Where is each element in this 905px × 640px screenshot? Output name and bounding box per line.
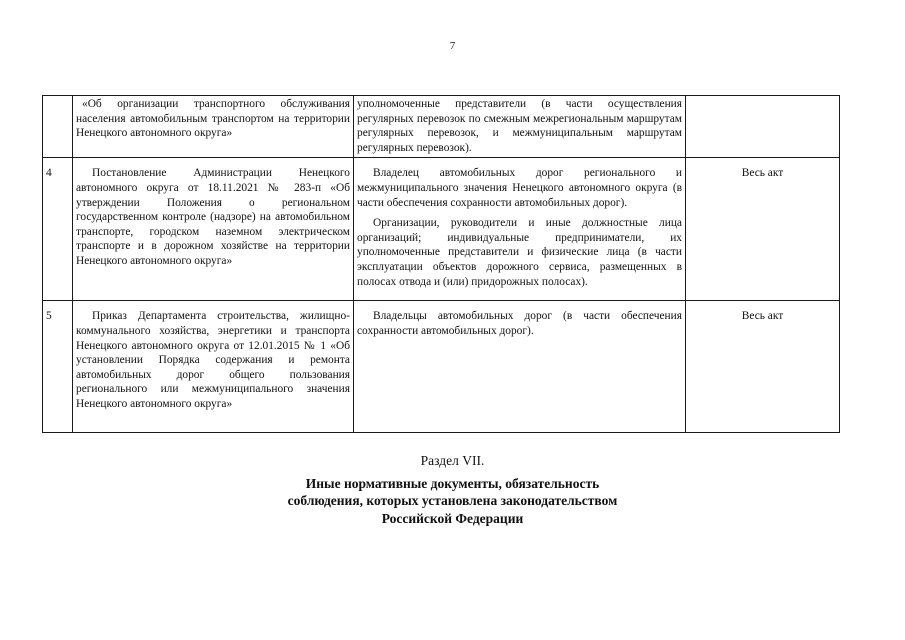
subjects-cell [354,301,686,433]
row-number-cell: 5 [43,301,73,433]
table-row [43,96,840,158]
subjects-text: Владельцы автомобильных дорог (в части обеспечения сохранности автомобильных дорог). [357,310,682,337]
regulations-table [42,95,840,433]
section-heading: Раздел VII. [420,453,485,468]
subjects-cell [354,158,686,301]
subjects-cell [354,96,686,158]
section-title-line: Российской Федерации [381,510,524,526]
act-text: Приказ Департамента строительства, жилищно-коммунального хозяйства, энергетики и транспорта Ненецкого автономного округа от 12.01.2015 № 1 «Об установлении Порядка содержания и ремонта автомобильных дорог общего пользования регионального или межмуниципального значения Ненецкого автономного округа» [76,310,350,410]
scope-cell [686,96,840,158]
subjects-text: уполномоченные представители (в части осуществления регулярных перевозок по смежным межрегиональным маршрутам регулярных перевозок, и межмуниципальным маршрутам регулярных перевозок). [357,98,682,154]
act-text: Постановление Администрации Ненецкого автономного округа от 18.11.2021 № 283-п «Об утверждении Положения о региональном государственном контроле (надзоре) на автомобильном транспорте, городском наземном электрическом транспорте и в дорожном хозяйстве на территории Ненецкого автономного округа» [76,167,350,267]
section-title-line: Иные нормативные документы, обязательность [305,475,600,491]
section-title-line: соблюдения, которых установлена законодательством [287,493,618,508]
act-cell [73,96,354,158]
act-cell [73,301,354,433]
scope-cell: Весь акт [686,301,840,433]
scope-cell: Весь акт [686,158,840,301]
page-number: 7 [449,40,456,52]
act-text: «Об организации транспортного обслуживания населения автомобильным транспортом на территории Ненецкого автономного округа» [76,98,350,140]
table-row [43,301,840,433]
act-cell [73,158,354,301]
section-block [0,452,905,527]
subjects-text: Владелец автомобильных дорог регионального и межмуниципального значения Ненецкого автономного округа (в части обеспечения сохранности автомобильных дорог). [357,167,682,209]
table-row [43,158,840,301]
row-number-cell: 4 [43,158,73,301]
subjects-text: Организации, руководители и иные должностные лица организаций; индивидуальные предприниматели, их уполномоченные представители и физические лица (в части эксплуатации объектов дорожного сервиса, размещенных в полосах отвода и (или) придорожных полосах). [357,217,682,288]
row-number-cell [43,96,73,158]
